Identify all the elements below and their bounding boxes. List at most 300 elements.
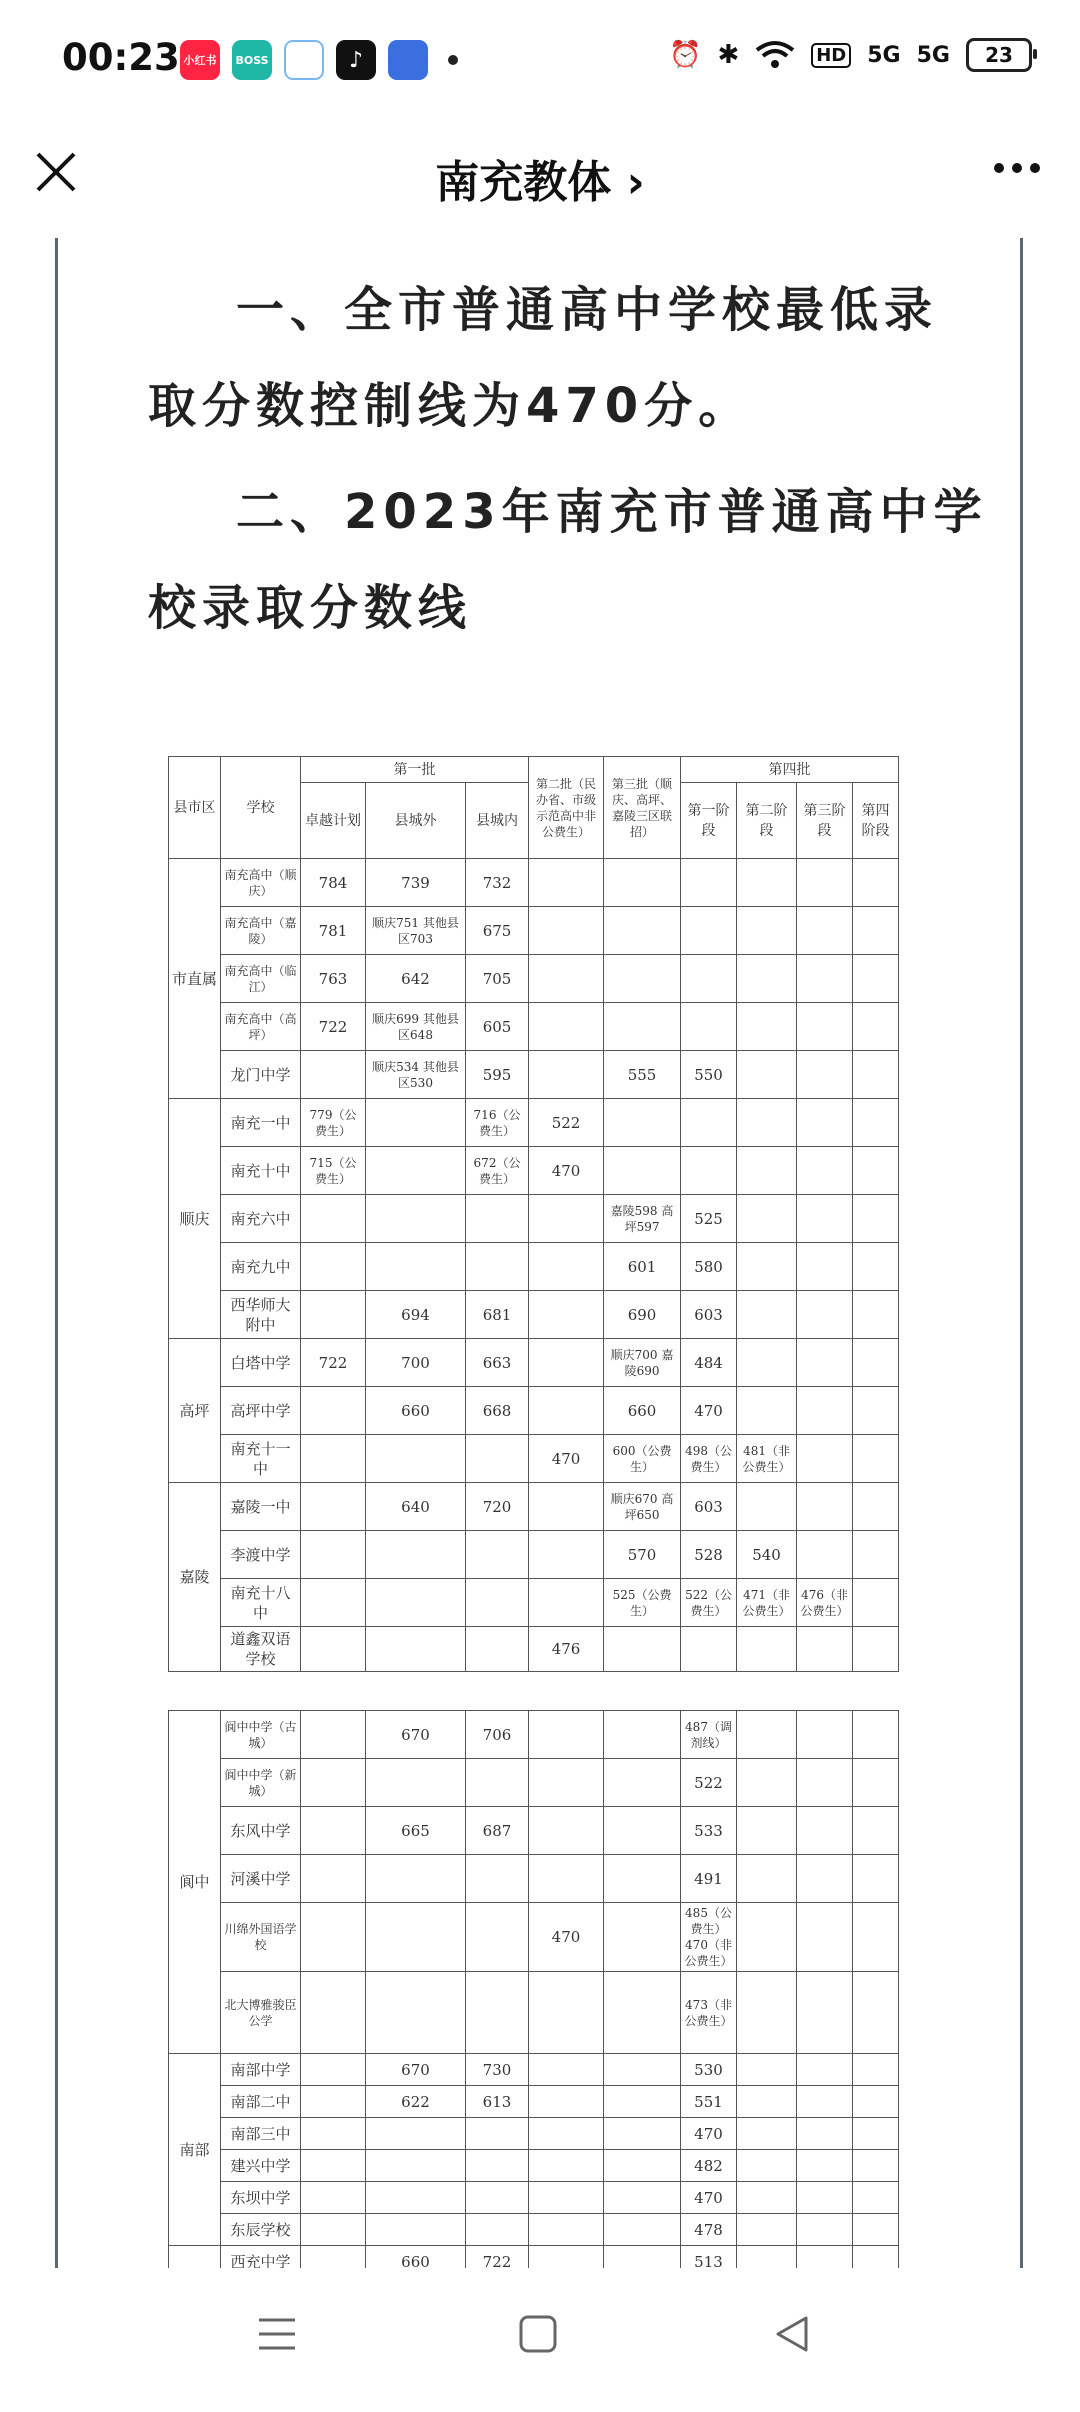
navigation-bar: [0, 2268, 1080, 2412]
table-row: [169, 1339, 899, 1387]
score-cell: [301, 2182, 366, 2214]
baidu-icon: [388, 40, 428, 80]
score-cell: [797, 955, 853, 1003]
table-row: [169, 907, 899, 955]
article-content[interactable]: [0, 238, 1080, 2268]
score-cell: [529, 1387, 604, 1435]
score-cell: [604, 2086, 681, 2118]
score-cell: [604, 1711, 681, 1759]
school-cell: 南部三中: [221, 2118, 301, 2150]
score-cell: [681, 859, 737, 907]
table-row: [169, 2118, 899, 2150]
score-cell: [681, 1627, 737, 1672]
score-cell: 715（公费生）: [301, 1147, 366, 1195]
score-cell: [529, 955, 604, 1003]
header-b4-stage1: 第一阶段: [681, 783, 737, 859]
home-square-icon: [516, 2312, 560, 2356]
score-cell: [529, 1003, 604, 1051]
score-cell: 690: [604, 1291, 681, 1339]
score-cell: [301, 1051, 366, 1099]
table-row: [169, 2246, 899, 2269]
school-cell: 建兴中学: [221, 2150, 301, 2182]
score-cell: [681, 907, 737, 955]
score-cell: [529, 1195, 604, 1243]
score-cell: 522（公费生）: [681, 1579, 737, 1627]
header-b1-outside: 县城外: [366, 783, 466, 859]
score-cell: [366, 1903, 466, 1972]
score-cell: 720: [466, 1483, 529, 1531]
table-row: [169, 1579, 899, 1627]
table-row: [169, 859, 899, 907]
score-cell: [737, 1339, 797, 1387]
score-cell: [604, 859, 681, 907]
score-cell: [604, 1903, 681, 1972]
score-cell: 739: [366, 859, 466, 907]
score-cell: 660: [366, 1387, 466, 1435]
score-cell: [853, 2086, 899, 2118]
score-cell: [797, 2246, 853, 2269]
score-cell: [797, 1855, 853, 1903]
score-cell: [466, 1195, 529, 1243]
score-cell: [797, 1339, 853, 1387]
score-cell: [604, 1627, 681, 1672]
score-table-1: [168, 756, 899, 1672]
tiktok-icon: ♪: [336, 40, 376, 80]
score-cell: [301, 1855, 366, 1903]
score-cell: [301, 1807, 366, 1855]
score-cell: [797, 1531, 853, 1579]
school-cell: 北大博雅骏臣公学: [221, 1972, 301, 2054]
header-batch4: 第四批: [681, 757, 899, 783]
score-cell: 481（非公费生）: [737, 1435, 797, 1483]
score-cell: [529, 2150, 604, 2182]
score-cell: [301, 1435, 366, 1483]
score-cell: [737, 2246, 797, 2269]
score-cell: [301, 2086, 366, 2118]
score-cell: [604, 1099, 681, 1147]
table-row: [169, 1711, 899, 1759]
score-cell: 顺庆751 其他县区703: [366, 907, 466, 955]
table-row: [169, 1855, 899, 1903]
school-cell: 阆中中学（新城）: [221, 1759, 301, 1807]
score-cell: [853, 2214, 899, 2246]
score-cell: [529, 1972, 604, 2054]
cloud-icon: [284, 40, 324, 80]
score-cell: [853, 1435, 899, 1483]
score-cell: [604, 1972, 681, 2054]
score-cell: [529, 1483, 604, 1531]
score-cell: 781: [301, 907, 366, 955]
score-cell: [301, 1579, 366, 1627]
score-cell: [797, 1483, 853, 1531]
score-cell: [366, 1195, 466, 1243]
score-cell: [604, 1147, 681, 1195]
school-cell: 西充中学: [221, 2246, 301, 2269]
table-row: [169, 1903, 899, 1972]
score-cell: [737, 1099, 797, 1147]
score-cell: 470: [681, 1387, 737, 1435]
header-batch2: 第二批（民办省、市级示范高中非公费生）: [529, 757, 604, 859]
score-table-2: [168, 1710, 899, 2268]
score-cell: 687: [466, 1807, 529, 1855]
header-b4-stage3: 第三阶段: [797, 783, 853, 859]
school-cell: 嘉陵一中: [221, 1483, 301, 1531]
score-cell: [529, 907, 604, 955]
score-cell: [853, 1291, 899, 1339]
home-button[interactable]: [516, 2312, 560, 2360]
score-cell: 570: [604, 1531, 681, 1579]
title-bar: [0, 118, 1080, 238]
score-cell: [853, 2054, 899, 2086]
table-row: [169, 1435, 899, 1483]
score-cell: [529, 2246, 604, 2269]
score-cell: [529, 1579, 604, 1627]
score-cell: [853, 1099, 899, 1147]
score-cell: [366, 1531, 466, 1579]
table-row: [169, 1387, 899, 1435]
table-row: [169, 1483, 899, 1531]
score-cell: [466, 1435, 529, 1483]
paragraph-2-line-1: 二、2023年南充市普通高中学: [236, 484, 988, 540]
school-cell: 白塔中学: [221, 1339, 301, 1387]
score-cell: [737, 1855, 797, 1903]
score-cell: [853, 907, 899, 955]
score-cell: [301, 2054, 366, 2086]
score-cell: [737, 1051, 797, 1099]
score-cell: 471（非公费生）: [737, 1579, 797, 1627]
table-row: [169, 1291, 899, 1339]
score-cell: [529, 1807, 604, 1855]
score-cell: 551: [681, 2086, 737, 2118]
score-cell: [853, 955, 899, 1003]
score-cell: [797, 859, 853, 907]
score-cell: 603: [681, 1483, 737, 1531]
score-cell: 668: [466, 1387, 529, 1435]
score-cell: 694: [366, 1291, 466, 1339]
county-cell: 嘉陵: [169, 1483, 221, 1672]
score-cell: [466, 2182, 529, 2214]
score-cell: [301, 1195, 366, 1243]
school-cell: 南充十八中: [221, 1579, 301, 1627]
score-cell: 672（公费生）: [466, 1147, 529, 1195]
score-cell: [797, 1099, 853, 1147]
score-cell: [529, 1243, 604, 1291]
score-cell: [737, 1807, 797, 1855]
score-cell: 540: [737, 1531, 797, 1579]
score-cell: 722: [301, 1003, 366, 1051]
score-cell: [604, 1759, 681, 1807]
score-cell: [529, 2054, 604, 2086]
score-cell: [797, 1387, 853, 1435]
wifi-icon: [755, 40, 795, 70]
score-cell: [301, 1627, 366, 1672]
score-cell: [366, 1435, 466, 1483]
table-row: [169, 955, 899, 1003]
score-cell: [853, 1711, 899, 1759]
score-cell: [466, 1531, 529, 1579]
school-cell: 南充高中（顺庆）: [221, 859, 301, 907]
score-cell: [301, 2150, 366, 2182]
battery-level: 23: [985, 43, 1013, 67]
score-cell: [737, 1195, 797, 1243]
school-cell: 南充六中: [221, 1195, 301, 1243]
header-b4-stage2: 第二阶段: [737, 783, 797, 859]
score-cell: [604, 2150, 681, 2182]
score-cell: [737, 2118, 797, 2150]
score-cell: [737, 1243, 797, 1291]
score-cell: [366, 1972, 466, 2054]
score-cell: [737, 1972, 797, 2054]
score-cell: [737, 2182, 797, 2214]
school-cell: 南充九中: [221, 1243, 301, 1291]
score-cell: [853, 1627, 899, 1672]
school-cell: 南部中学: [221, 2054, 301, 2086]
score-cell: [366, 1099, 466, 1147]
dot-1: [994, 163, 1004, 173]
menu-icon: [255, 2312, 299, 2356]
score-cell: [466, 2150, 529, 2182]
score-cell: [301, 2246, 366, 2269]
table-row: [169, 1627, 899, 1672]
table-row: [169, 2054, 899, 2086]
score-cell: [737, 1291, 797, 1339]
score-cell: [681, 1099, 737, 1147]
score-cell: [853, 2118, 899, 2150]
score-cell: [737, 955, 797, 1003]
score-cell: [797, 1435, 853, 1483]
score-cell: 705: [466, 955, 529, 1003]
score-cell: [529, 2182, 604, 2214]
score-cell: 470: [681, 2182, 737, 2214]
school-cell: 南充高中（高坪）: [221, 1003, 301, 1051]
score-cell: [797, 1051, 853, 1099]
score-cell: [797, 2150, 853, 2182]
score-cell: 476（非公费生）: [797, 1579, 853, 1627]
score-cell: [737, 859, 797, 907]
school-cell: 南部二中: [221, 2086, 301, 2118]
clock: 00:23: [62, 36, 180, 79]
header-county: 县市区: [169, 757, 221, 859]
back-button[interactable]: [770, 2312, 814, 2360]
score-cell: [853, 2182, 899, 2214]
school-cell: 南充十中: [221, 1147, 301, 1195]
school-cell: 高坪中学: [221, 1387, 301, 1435]
header-batch3: 第三批（顺庆、高坪、嘉陵三区联招）: [604, 757, 681, 859]
score-cell: 784: [301, 859, 366, 907]
score-cell: 487（调剂线）: [681, 1711, 737, 1759]
score-cell: 476: [529, 1627, 604, 1672]
score-cell: 491: [681, 1855, 737, 1903]
table-row: [169, 2214, 899, 2246]
score-cell: [797, 2086, 853, 2118]
score-cell: 顺庆534 其他县区530: [366, 1051, 466, 1099]
table-row: [169, 1003, 899, 1051]
recent-apps-button[interactable]: [255, 2312, 299, 2360]
score-cell: [853, 1339, 899, 1387]
score-cell: 722: [466, 2246, 529, 2269]
score-cell: [529, 1855, 604, 1903]
table-row: [169, 1099, 899, 1147]
xiaohongshu-icon: 小红书: [180, 40, 220, 80]
score-cell: 533: [681, 1807, 737, 1855]
score-cell: 525（公费生）: [604, 1579, 681, 1627]
table-row: [169, 1807, 899, 1855]
score-cell: [466, 1759, 529, 1807]
battery-icon: [966, 38, 1032, 72]
score-cell: 525: [681, 1195, 737, 1243]
score-cell: [737, 1627, 797, 1672]
table-row: [169, 1243, 899, 1291]
score-cell: 640: [366, 1483, 466, 1531]
score-cell: [366, 1855, 466, 1903]
score-cell: [366, 2214, 466, 2246]
bluetooth-icon: ✱: [717, 40, 740, 70]
score-cell: 663: [466, 1339, 529, 1387]
score-cell: [853, 1855, 899, 1903]
score-cell: [737, 1003, 797, 1051]
score-cell: [853, 1147, 899, 1195]
score-cell: [737, 1903, 797, 1972]
signal-5g-icon-2: 5G: [916, 42, 950, 68]
score-cell: 665: [366, 1807, 466, 1855]
score-cell: [366, 2150, 466, 2182]
score-cell: 498（公费生）: [681, 1435, 737, 1483]
system-icons: [669, 38, 1032, 72]
score-cell: [366, 2182, 466, 2214]
score-cell: [797, 1627, 853, 1672]
score-cell: 473（非公费生）: [681, 1972, 737, 2054]
score-cell: [797, 1972, 853, 2054]
score-cell: [853, 2150, 899, 2182]
score-cell: [529, 1339, 604, 1387]
school-cell: 南充十一中: [221, 1435, 301, 1483]
score-cell: [797, 1903, 853, 1972]
score-cell: 555: [604, 1051, 681, 1099]
header-b1-inside: 县城内: [466, 783, 529, 859]
score-cell: [853, 1972, 899, 2054]
back-triangle-icon: [770, 2312, 814, 2356]
more-options-button[interactable]: [994, 163, 1040, 173]
score-cell: [681, 955, 737, 1003]
score-cell: 522: [681, 1759, 737, 1807]
score-cell: [797, 1147, 853, 1195]
score-cell: 722: [301, 1339, 366, 1387]
score-cell: 660: [604, 1387, 681, 1435]
school-cell: 南充高中（临江）: [221, 955, 301, 1003]
score-cell: [529, 1759, 604, 1807]
score-cell: [604, 2182, 681, 2214]
frame-border-left: [55, 238, 58, 2268]
score-cell: [853, 1903, 899, 1972]
score-cell: [529, 1711, 604, 1759]
table-row: [169, 2182, 899, 2214]
score-cell: [853, 1243, 899, 1291]
score-cell: [301, 2118, 366, 2150]
score-cell: [604, 2054, 681, 2086]
score-cell: 580: [681, 1243, 737, 1291]
score-cell: [853, 1003, 899, 1051]
score-cell: [797, 2118, 853, 2150]
score-cell: [466, 1579, 529, 1627]
score-cell: 675: [466, 907, 529, 955]
score-cell: 595: [466, 1051, 529, 1099]
paragraph-2-line-2: 校录取分数线: [148, 580, 473, 636]
score-cell: 485（公费生） 470（非公费生）: [681, 1903, 737, 1972]
score-cell: 522: [529, 1099, 604, 1147]
score-cell: [853, 1579, 899, 1627]
score-cell: [797, 1003, 853, 1051]
score-cell: 779（公费生）: [301, 1099, 366, 1147]
score-cell: [797, 2214, 853, 2246]
more-notifications-icon: [448, 55, 458, 65]
score-cell: [466, 1243, 529, 1291]
table-row: [169, 1051, 899, 1099]
score-cell: 706: [466, 1711, 529, 1759]
score-cell: [797, 1807, 853, 1855]
score-cell: [853, 1051, 899, 1099]
score-cell: 484: [681, 1339, 737, 1387]
score-cell: 681: [466, 1291, 529, 1339]
school-cell: 道鑫双语学校: [221, 1627, 301, 1672]
score-cell: [366, 1759, 466, 1807]
score-cell: [737, 1387, 797, 1435]
score-cell: 470: [681, 2118, 737, 2150]
school-cell: 西华师大附中: [221, 1291, 301, 1339]
score-cell: 嘉陵598 高坪597: [604, 1195, 681, 1243]
score-cell: [466, 1855, 529, 1903]
score-cell: [301, 1531, 366, 1579]
header-batch1: 第一批: [301, 757, 529, 783]
county-cell: 市直属: [169, 859, 221, 1099]
score-cell: [529, 859, 604, 907]
score-cell: [604, 1003, 681, 1051]
score-cell: [301, 1711, 366, 1759]
score-cell: [604, 1807, 681, 1855]
paragraph-1-line-2: 取分数控制线为470分。: [148, 378, 753, 434]
score-cell: 730: [466, 2054, 529, 2086]
score-cell: [301, 2214, 366, 2246]
school-cell: 南充一中: [221, 1099, 301, 1147]
score-cell: [737, 1483, 797, 1531]
score-cell: [529, 1291, 604, 1339]
school-cell: 东辰学校: [221, 2214, 301, 2246]
score-cell: 670: [366, 2054, 466, 2086]
score-cell: [529, 2086, 604, 2118]
score-cell: [466, 1627, 529, 1672]
page-title[interactable]: 南充教体 ›: [435, 157, 645, 208]
county-cell: 高坪: [169, 1339, 221, 1483]
score-cell: [737, 2054, 797, 2086]
score-cell: [466, 1972, 529, 2054]
score-cell: 顺庆670 高坪650: [604, 1483, 681, 1531]
score-cell: [301, 1972, 366, 2054]
school-cell: 川绵外国语学校: [221, 1903, 301, 1972]
signal-5g-icon-1: 5G: [867, 42, 901, 68]
score-cell: 顺庆699 其他县区648: [366, 1003, 466, 1051]
school-cell: 龙门中学: [221, 1051, 301, 1099]
score-cell: [366, 1579, 466, 1627]
header-b4-stage4: 第四阶段: [853, 783, 899, 859]
table-row: [169, 1972, 899, 2054]
score-cell: 478: [681, 2214, 737, 2246]
table-row: [169, 1147, 899, 1195]
score-cell: 605: [466, 1003, 529, 1051]
school-cell: 南充高中（嘉陵）: [221, 907, 301, 955]
score-cell: [604, 2118, 681, 2150]
score-cell: [529, 1531, 604, 1579]
score-cell: [301, 1243, 366, 1291]
score-cell: [366, 1243, 466, 1291]
